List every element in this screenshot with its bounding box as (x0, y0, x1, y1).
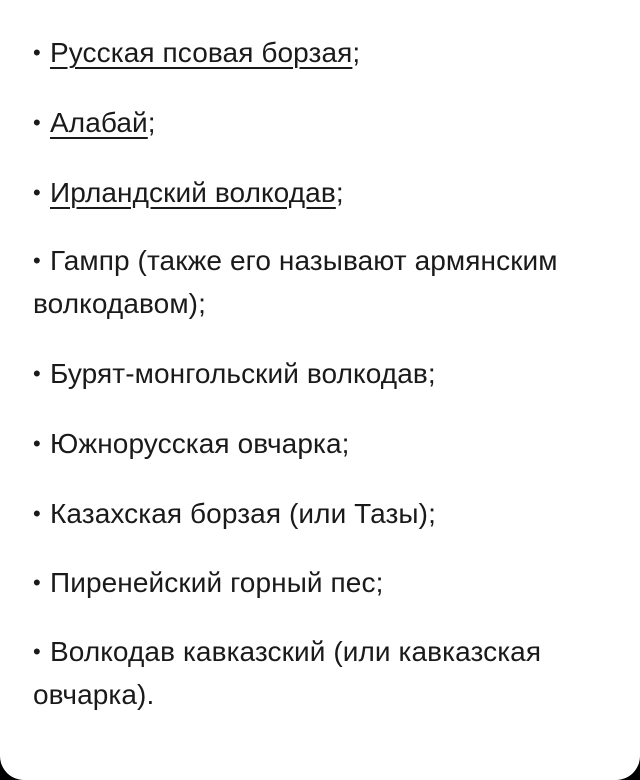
list-item-text: Пиренейский горный пес; (50, 567, 384, 598)
list-item-text: Бурят-монгольский волкодав; (50, 358, 436, 389)
list-item-alabai (33, 101, 613, 144)
list-item-pyrenean-mountain-dog (33, 561, 613, 604)
bullet-icon: • (33, 639, 41, 664)
bullet-icon: • (33, 501, 41, 526)
list-item-text: Казахская борзая (или Тазы); (50, 498, 436, 529)
list-item-text: Волкодав кавказский (или кавказская овчарка). (33, 636, 542, 710)
list-item-south-russian-ovcharka (33, 422, 613, 465)
list-item-text: Гампр (также его называют армянским волкодавом); (33, 245, 558, 319)
list-item-punctuation: ; (335, 177, 344, 208)
bullet-icon: • (33, 180, 41, 205)
link-irish-wolfhound[interactable]: Ирландский волкодав (50, 177, 336, 208)
list-item-punctuation: ; (147, 107, 156, 138)
list-item-russian-borzoi (33, 31, 613, 74)
bullet-icon: • (33, 361, 41, 386)
bullet-icon: • (33, 570, 41, 595)
list-item-punctuation: ; (352, 37, 361, 68)
list-item-kazakh-tazy (33, 492, 613, 535)
list-item-buryat-mongol-wolfhound (33, 352, 613, 395)
list-item-caucasian-ovcharka (33, 630, 613, 716)
bullet-icon: • (33, 431, 41, 456)
bullet-icon: • (33, 40, 41, 65)
list-item-gampr (33, 239, 613, 325)
link-alabai[interactable]: Алабай (50, 107, 148, 138)
bullet-icon: • (33, 248, 41, 273)
list-item-text: Южнорусская овчарка; (50, 428, 350, 459)
list-item-irish-wolfhound (33, 171, 613, 214)
bullet-icon: • (33, 110, 41, 135)
link-russian-borzoi[interactable]: Русская псовая борзая (50, 37, 353, 68)
